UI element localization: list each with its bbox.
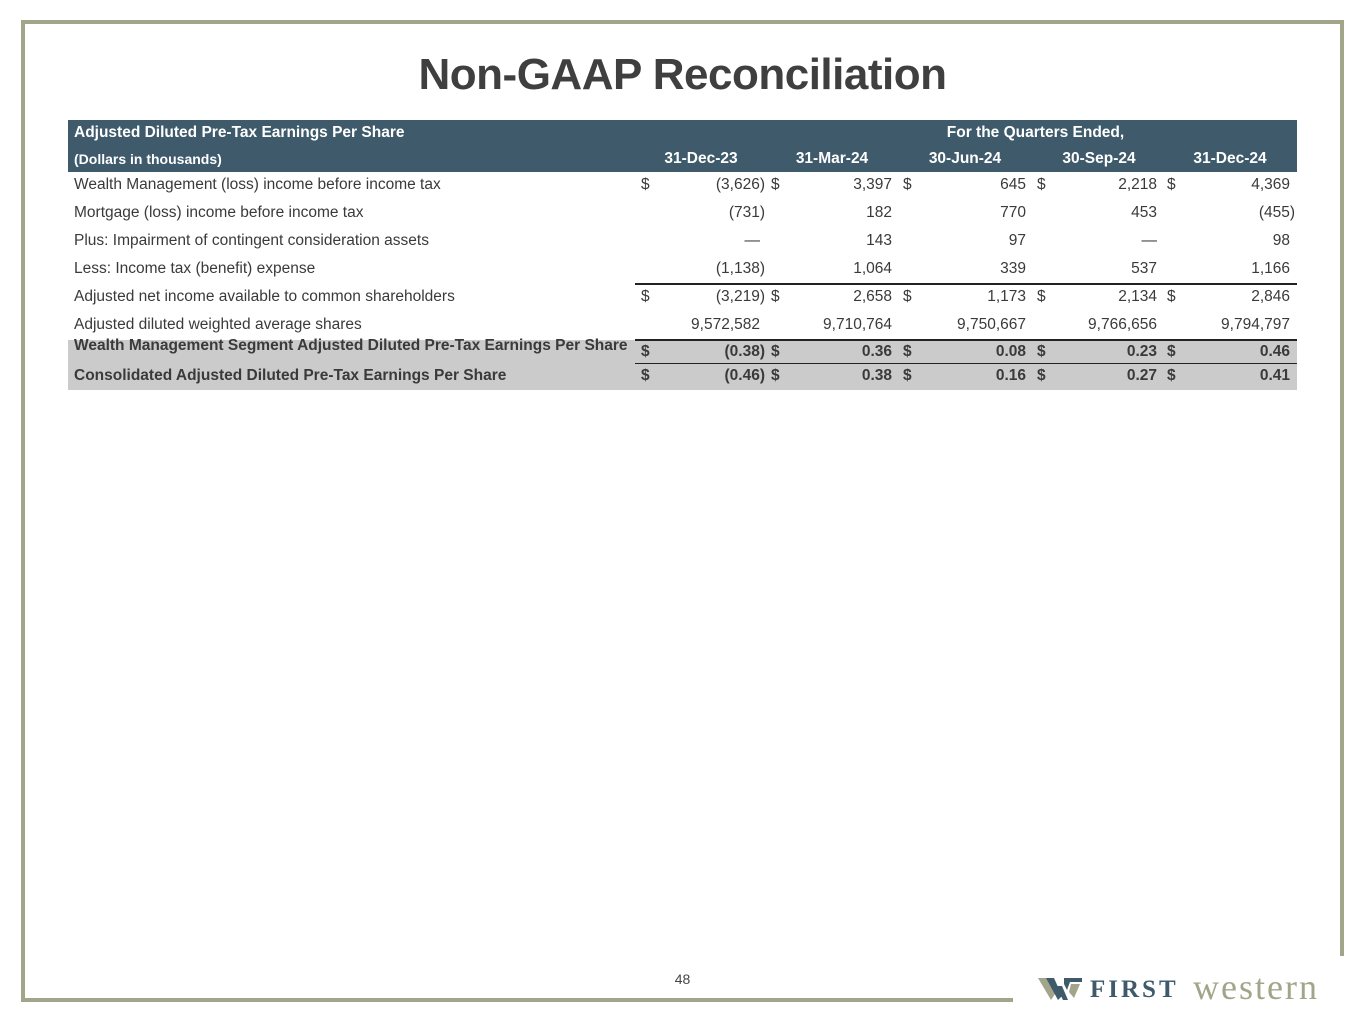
- currency-symbol: $: [1167, 176, 1176, 193]
- currency-symbol: $: [771, 288, 780, 305]
- subtotal-rule: [635, 339, 1297, 341]
- slide-frame-bottom: [21, 998, 1013, 1002]
- table-header-row-1: [68, 120, 1297, 146]
- currency-symbol: $: [903, 367, 912, 384]
- column-header: 31-Dec-24: [1193, 150, 1267, 167]
- currency-symbol: $: [1167, 288, 1176, 305]
- currency-symbol: $: [903, 343, 912, 360]
- row-label: Wealth Management (loss) income before income tax: [74, 176, 441, 193]
- cell-value: 0.36: [861, 343, 892, 360]
- row-label: Adjusted net income available to common shareholders: [74, 288, 455, 305]
- row-label: Mortgage (loss) income before income tax: [74, 204, 364, 221]
- page-title: Non-GAAP Reconciliation: [418, 50, 947, 99]
- cell-value: 0.38: [861, 367, 892, 384]
- cell-value: 645: [1000, 176, 1026, 193]
- cell-value: 0.27: [1126, 367, 1157, 384]
- cell-value: 98: [1272, 232, 1290, 249]
- table-row: [68, 284, 1297, 312]
- currency-symbol: $: [641, 176, 650, 193]
- table-row: [68, 228, 1297, 256]
- cell-value: 9,750,667: [957, 316, 1026, 333]
- cell-value: (455): [1258, 204, 1295, 221]
- currency-symbol: $: [1037, 367, 1046, 384]
- column-header: 30-Jun-24: [928, 150, 1002, 167]
- cell-value: 1,064: [853, 260, 892, 277]
- cell-value: (0.46): [724, 367, 765, 384]
- reconciliation-table: [68, 120, 1297, 390]
- cell-value: 182: [866, 204, 892, 221]
- cell-value: 0.23: [1126, 343, 1157, 360]
- cell-value: 453: [1131, 204, 1157, 221]
- cell-value: 9,572,582: [691, 316, 760, 333]
- cell-value: 0.08: [995, 343, 1026, 360]
- cell-value: 4,369: [1251, 176, 1290, 193]
- cell-value: (3,626): [715, 176, 765, 193]
- table-header-title: Adjusted Diluted Pre-Tax Earnings Per Share: [74, 124, 405, 141]
- cell-value: 339: [1000, 260, 1026, 277]
- cell-value: (3,219): [715, 288, 765, 305]
- row-label: Less: Income tax (benefit) expense: [74, 260, 316, 277]
- table-row-summary: [68, 364, 1297, 390]
- slide-frame-right: [1340, 20, 1344, 956]
- currency-symbol: $: [771, 367, 780, 384]
- cell-value: 9,766,656: [1088, 316, 1157, 333]
- cell-value: 97: [1008, 232, 1026, 249]
- cell-value: 0.41: [1259, 367, 1290, 384]
- cell-value: 0.46: [1259, 343, 1290, 360]
- page-number: 48: [674, 971, 691, 987]
- currency-symbol: $: [1037, 288, 1046, 305]
- currency-symbol: $: [641, 367, 650, 384]
- currency-symbol: $: [1167, 343, 1176, 360]
- column-header: 31-Dec-23: [664, 150, 738, 167]
- cell-value: 1,166: [1251, 260, 1290, 277]
- cell-value: 2,846: [1251, 288, 1290, 305]
- currency-symbol: $: [1037, 343, 1046, 360]
- row-label: Wealth Management Segment Adjusted Diluted Pre-Tax Earnings Per Share: [74, 337, 628, 354]
- cell-value: 3,397: [853, 176, 892, 193]
- row-label: Consolidated Adjusted Diluted Pre-Tax Earnings Per Share: [74, 367, 507, 384]
- cell-value: 537: [1131, 260, 1157, 277]
- cell-value: 0.16: [995, 367, 1026, 384]
- w-mark-icon: [1038, 976, 1082, 1007]
- cell-value: (0.38): [724, 343, 765, 360]
- cell-value: (1,138): [715, 260, 765, 277]
- cell-value: (731): [728, 204, 765, 221]
- row-label: Plus: Impairment of contingent consideration assets: [74, 232, 429, 249]
- currency-symbol: $: [771, 176, 780, 193]
- currency-symbol: $: [903, 288, 912, 305]
- table-header-units: (Dollars in thousands): [74, 151, 222, 167]
- cell-value: 9,710,764: [823, 316, 892, 333]
- table-row: [68, 312, 1297, 340]
- cell-value: 2,658: [853, 288, 892, 305]
- logo-wordmark-western: western: [1193, 967, 1319, 1007]
- table-row: [68, 256, 1297, 284]
- table-row: [68, 172, 1297, 200]
- cell-value: 1,173: [987, 288, 1026, 305]
- table-header-group: For the Quarters Ended,: [946, 124, 1125, 141]
- slide-frame-top: [21, 20, 1344, 24]
- cell-value: —: [744, 232, 760, 249]
- cell-value: —: [1141, 232, 1157, 249]
- table-row: [68, 200, 1297, 228]
- table-row-summary: [68, 337, 1297, 364]
- row-label: Adjusted diluted weighted average shares: [74, 316, 362, 333]
- slide-frame-left: [21, 20, 25, 1002]
- currency-symbol: $: [1037, 176, 1046, 193]
- column-header: 30-Sep-24: [1062, 150, 1136, 167]
- currency-symbol: $: [641, 288, 650, 305]
- cell-value: 143: [866, 232, 892, 249]
- currency-symbol: $: [903, 176, 912, 193]
- currency-symbol: $: [641, 343, 650, 360]
- cell-value: 2,134: [1118, 288, 1157, 305]
- table-header-row-2: [68, 146, 1297, 172]
- currency-symbol: $: [771, 343, 780, 360]
- column-header: 31-Mar-24: [795, 150, 869, 167]
- currency-symbol: $: [1167, 367, 1176, 384]
- cell-value: 2,218: [1118, 176, 1157, 193]
- cell-value: 9,794,797: [1221, 316, 1290, 333]
- logo-wordmark-first: FIRST: [1090, 976, 1179, 1003]
- cell-value: 770: [1000, 204, 1026, 221]
